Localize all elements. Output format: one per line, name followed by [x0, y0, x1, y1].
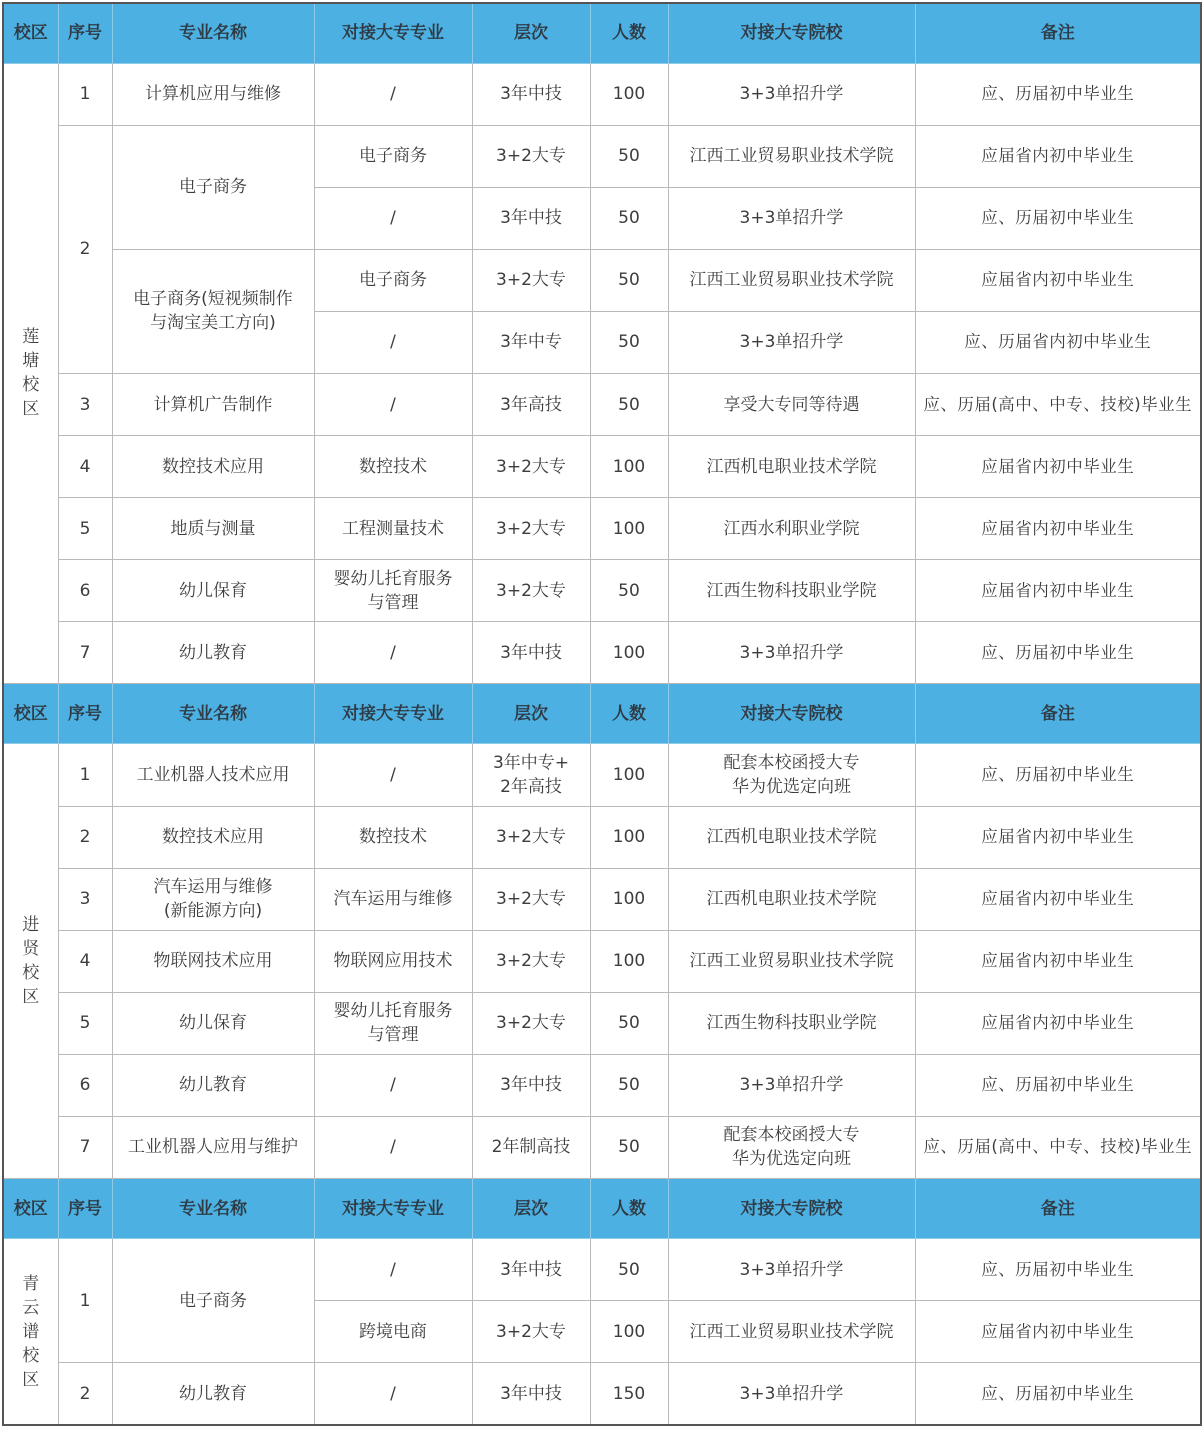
cell-count: 50	[590, 249, 668, 311]
table-row	[3, 622, 1201, 684]
cell-major: 幼儿教育	[112, 1054, 314, 1116]
cell-count: 100	[590, 622, 668, 684]
cell-major: 物联网技术应用	[112, 930, 314, 992]
header-major: 专业名称	[112, 684, 314, 744]
cell-level: 3+2大专	[472, 806, 590, 868]
cell-college: 江西工业贸易职业技术学院	[668, 249, 915, 311]
cell-remark: 应届省内初中毕业生	[915, 498, 1201, 560]
table-row	[3, 1054, 1201, 1116]
cell-count: 100	[590, 744, 668, 806]
cell-college: 3+3单招升学	[668, 622, 915, 684]
cell-count: 100	[590, 498, 668, 560]
header-no: 序号	[58, 684, 112, 744]
header-no: 序号	[58, 1178, 112, 1238]
cell-count: 50	[590, 1116, 668, 1178]
cell-college-major	[314, 992, 472, 1054]
cell-count: 50	[590, 373, 668, 435]
cell-count: 50	[590, 311, 668, 373]
cell-major: 电子商务	[112, 125, 314, 249]
cell-college: 3+3单招升学	[668, 1054, 915, 1116]
cell-count: 100	[590, 868, 668, 930]
header-major: 专业名称	[112, 3, 314, 63]
cell-no: 4	[58, 436, 112, 498]
cell-count: 100	[590, 436, 668, 498]
cell-level: 3年中技	[472, 1054, 590, 1116]
cell-college: 江西工业贸易职业技术学院	[668, 1301, 915, 1363]
cell-level: 3年中技	[472, 63, 590, 125]
cell-no: 1	[58, 1239, 112, 1363]
cell-college-major: /	[314, 311, 472, 373]
header-remark: 备注	[915, 1178, 1201, 1238]
cell-college-major: 电子商务	[314, 249, 472, 311]
cell-college-major: 跨境电商	[314, 1301, 472, 1363]
cell-no: 6	[58, 1054, 112, 1116]
cell-college-major: /	[314, 744, 472, 806]
table-row	[3, 868, 1201, 930]
cell-major: 数控技术应用	[112, 436, 314, 498]
cell-level: 2年制高技	[472, 1116, 590, 1178]
cell-major: 工业机器人应用与维护	[112, 1116, 314, 1178]
cell-major	[112, 868, 314, 930]
cell-major-line1: 电子商务(短视频制作	[133, 289, 293, 310]
header-level: 层次	[472, 1178, 590, 1238]
cell-no: 5	[58, 992, 112, 1054]
cell-major: 幼儿保育	[112, 992, 314, 1054]
cell-college: 享受大专同等待遇	[668, 373, 915, 435]
cell-college-major: /	[314, 1239, 472, 1301]
cell-count: 100	[590, 1301, 668, 1363]
cell-major-line2: (新能源方向)	[163, 901, 263, 922]
cell-count: 100	[590, 806, 668, 868]
cell-remark: 应届省内初中毕业生	[915, 930, 1201, 992]
header-remark: 备注	[915, 3, 1201, 63]
cell-no: 5	[58, 498, 112, 560]
header-college: 对接大专院校	[668, 684, 915, 744]
header-campus: 校区	[3, 684, 58, 744]
cell-college-line1: 配套本校函授大专	[723, 1125, 860, 1146]
cell-level: 3+2大专	[472, 436, 590, 498]
campus-cell	[3, 744, 58, 1179]
cell-college: 江西工业贸易职业技术学院	[668, 125, 915, 187]
cell-college-major: 物联网应用技术	[314, 930, 472, 992]
cell-college: 江西机电职业技术学院	[668, 806, 915, 868]
header-college: 对接大专院校	[668, 3, 915, 63]
cell-college: 江西机电职业技术学院	[668, 868, 915, 930]
header-remark: 备注	[915, 684, 1201, 744]
table-header-row	[3, 1178, 1201, 1238]
cell-remark: 应、历届初中毕业生	[915, 187, 1201, 249]
cell-no: 2	[58, 806, 112, 868]
cell-level: 3+2大专	[472, 992, 590, 1054]
cell-no: 6	[58, 560, 112, 622]
table-row	[3, 1116, 1201, 1178]
campus-name: 青云谱校区	[22, 1273, 40, 1390]
cell-college-major: /	[314, 63, 472, 125]
cell-remark: 应、历届(高中、中专、技校)毕业生	[915, 373, 1201, 435]
cell-remark: 应届省内初中毕业生	[915, 868, 1201, 930]
cell-count: 50	[590, 187, 668, 249]
header-college: 对接大专院校	[668, 1178, 915, 1238]
cell-major: 电子商务	[112, 1239, 314, 1363]
cell-count: 50	[590, 125, 668, 187]
header-level: 层次	[472, 3, 590, 63]
cell-remark: 应届省内初中毕业生	[915, 125, 1201, 187]
cell-count: 100	[590, 930, 668, 992]
cell-major: 幼儿保育	[112, 560, 314, 622]
cell-major: 幼儿教育	[112, 1363, 314, 1425]
table-row	[3, 806, 1201, 868]
campus-cell	[3, 63, 58, 684]
cell-level: 3+2大专	[472, 930, 590, 992]
cell-college-major-line2: 与管理	[367, 592, 419, 613]
table-row	[3, 992, 1201, 1054]
cell-college-major: /	[314, 1054, 472, 1116]
cell-count: 50	[590, 1054, 668, 1116]
cell-college-major: 数控技术	[314, 806, 472, 868]
campus-name: 莲塘校区	[22, 327, 40, 420]
cell-level: 3年中技	[472, 187, 590, 249]
cell-remark: 应、历届初中毕业生	[915, 744, 1201, 806]
cell-college-major: /	[314, 373, 472, 435]
cell-remark: 应、历届(高中、中专、技校)毕业生	[915, 1116, 1201, 1178]
cell-no: 3	[58, 373, 112, 435]
cell-no: 1	[58, 63, 112, 125]
cell-level: 3+2大专	[472, 125, 590, 187]
cell-college-major: 汽车运用与维修	[314, 868, 472, 930]
cell-college: 3+3单招升学	[668, 1239, 915, 1301]
header-count: 人数	[590, 3, 668, 63]
cell-remark: 应届省内初中毕业生	[915, 436, 1201, 498]
cell-college-major-line1: 婴幼儿托育服务	[333, 568, 453, 589]
table-header-row	[3, 684, 1201, 744]
header-no: 序号	[58, 3, 112, 63]
cell-remark: 应、历届初中毕业生	[915, 1363, 1201, 1425]
cell-college	[668, 1116, 915, 1178]
cell-remark: 应、历届初中毕业生	[915, 63, 1201, 125]
cell-college: 江西生物科技职业学院	[668, 992, 915, 1054]
table-row	[3, 744, 1201, 806]
table-row	[3, 1363, 1201, 1425]
cell-no: 1	[58, 744, 112, 806]
cell-college-line2: 华为优选定向班	[732, 776, 851, 797]
header-count: 人数	[590, 684, 668, 744]
cell-college: 江西生物科技职业学院	[668, 560, 915, 622]
table-row	[3, 373, 1201, 435]
cell-major: 计算机广告制作	[112, 373, 314, 435]
header-major: 专业名称	[112, 1178, 314, 1238]
cell-level: 3+2大专	[472, 498, 590, 560]
header-college-major: 对接大专专业	[314, 1178, 472, 1238]
cell-major: 幼儿教育	[112, 622, 314, 684]
cell-count: 150	[590, 1363, 668, 1425]
table-header-row	[3, 3, 1201, 63]
cell-college-line1: 配套本校函授大专	[723, 752, 860, 773]
cell-no: 7	[58, 1116, 112, 1178]
cell-college-major-line1: 婴幼儿托育服务	[333, 1001, 453, 1022]
cell-count: 50	[590, 560, 668, 622]
cell-remark: 应、历届初中毕业生	[915, 1239, 1201, 1301]
cell-college-major: 数控技术	[314, 436, 472, 498]
header-college-major: 对接大专专业	[314, 684, 472, 744]
cell-college-major	[314, 560, 472, 622]
cell-remark: 应、历届省内初中毕业生	[915, 311, 1201, 373]
cell-level: 3+2大专	[472, 560, 590, 622]
cell-remark: 应届省内初中毕业生	[915, 806, 1201, 868]
cell-college: 3+3单招升学	[668, 187, 915, 249]
cell-remark: 应、历届初中毕业生	[915, 622, 1201, 684]
header-campus: 校区	[3, 3, 58, 63]
campus-name: 进贤校区	[22, 915, 40, 1008]
cell-college-major: 工程测量技术	[314, 498, 472, 560]
table-row	[3, 498, 1201, 560]
cell-major: 数控技术应用	[112, 806, 314, 868]
cell-college: 江西水利职业学院	[668, 498, 915, 560]
cell-no: 3	[58, 868, 112, 930]
cell-remark: 应届省内初中毕业生	[915, 992, 1201, 1054]
cell-level: 3年中技	[472, 1363, 590, 1425]
cell-no: 7	[58, 622, 112, 684]
cell-college	[668, 744, 915, 806]
cell-level: 3+2大专	[472, 249, 590, 311]
cell-remark: 应届省内初中毕业生	[915, 1301, 1201, 1363]
cell-remark: 应届省内初中毕业生	[915, 249, 1201, 311]
cell-level: 3年中技	[472, 1239, 590, 1301]
table-row	[3, 560, 1201, 622]
cell-college-line2: 华为优选定向班	[732, 1149, 851, 1170]
cell-major-line1: 汽车运用与维修	[153, 877, 273, 898]
cell-college: 3+3单招升学	[668, 311, 915, 373]
cell-level: 3年高技	[472, 373, 590, 435]
header-campus: 校区	[3, 1178, 58, 1238]
cell-no: 2	[58, 1363, 112, 1425]
enrollment-table	[2, 2, 1202, 1426]
cell-major-line2: 与淘宝美工方向)	[150, 313, 276, 334]
table-row	[3, 1239, 1201, 1301]
cell-level-line2: 2年高技	[500, 776, 562, 797]
header-level: 层次	[472, 684, 590, 744]
cell-major	[112, 249, 314, 373]
cell-remark: 应、历届初中毕业生	[915, 1054, 1201, 1116]
cell-college: 江西工业贸易职业技术学院	[668, 930, 915, 992]
table-row	[3, 63, 1201, 125]
cell-level: 3+2大专	[472, 1301, 590, 1363]
cell-major: 计算机应用与维修	[112, 63, 314, 125]
cell-level: 3年中专	[472, 311, 590, 373]
cell-level-line1: 3年中专+	[492, 752, 570, 773]
cell-college: 3+3单招升学	[668, 1363, 915, 1425]
cell-college-major: 电子商务	[314, 125, 472, 187]
cell-count: 50	[590, 1239, 668, 1301]
cell-level: 3+2大专	[472, 868, 590, 930]
campus-cell	[3, 1239, 58, 1425]
cell-level: 3年中技	[472, 622, 590, 684]
cell-major: 工业机器人技术应用	[112, 744, 314, 806]
cell-college: 3+3单招升学	[668, 63, 915, 125]
cell-major: 地质与测量	[112, 498, 314, 560]
cell-college-major-line2: 与管理	[367, 1025, 419, 1046]
table-row	[3, 125, 1201, 187]
cell-college-major: /	[314, 1363, 472, 1425]
cell-college-major: /	[314, 1116, 472, 1178]
cell-college-major: /	[314, 622, 472, 684]
cell-count: 100	[590, 63, 668, 125]
cell-no: 4	[58, 930, 112, 992]
cell-college-major: /	[314, 187, 472, 249]
cell-count: 50	[590, 992, 668, 1054]
header-count: 人数	[590, 1178, 668, 1238]
table-row	[3, 436, 1201, 498]
table-row	[3, 930, 1201, 992]
header-college-major: 对接大专专业	[314, 3, 472, 63]
cell-no: 2	[58, 125, 112, 373]
table-row	[3, 249, 1201, 311]
cell-college: 江西机电职业技术学院	[668, 436, 915, 498]
cell-remark: 应届省内初中毕业生	[915, 560, 1201, 622]
cell-level	[472, 744, 590, 806]
